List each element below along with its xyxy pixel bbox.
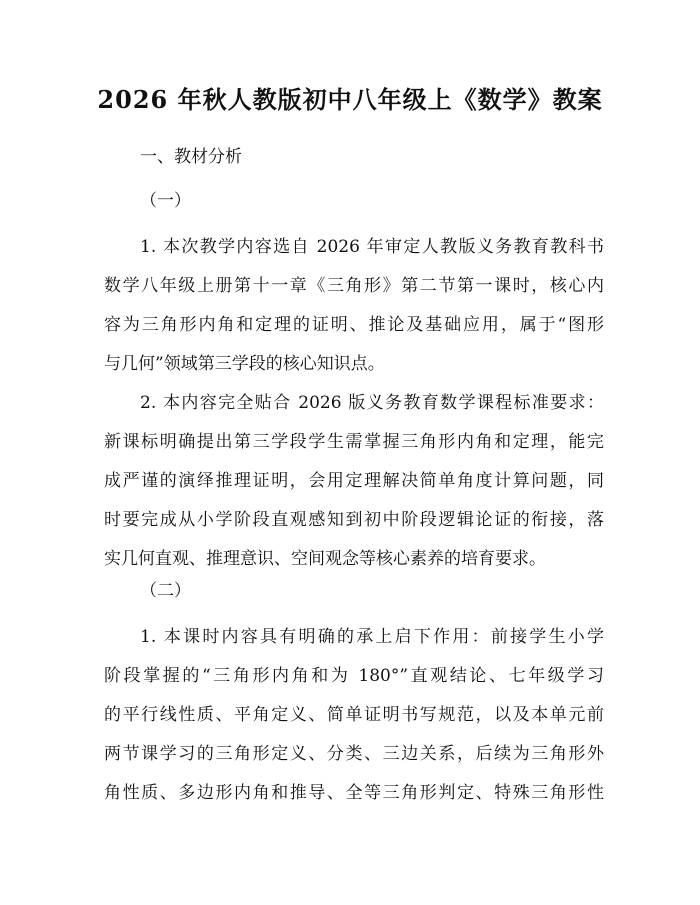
paragraph-line: 新课标明确提出第三学段学生需掌握三角形内角和定理，能完 bbox=[104, 432, 604, 452]
paragraph-line: 2. 本内容完全贴合 2026 版义务教育数学课程标准要求： bbox=[140, 393, 604, 413]
paragraph-3 bbox=[104, 618, 604, 813]
paragraph-line: 的平行线性质、平角定义、简单证明书写规范，以及本单元前 bbox=[104, 705, 604, 725]
subsection-heading-1: （一） bbox=[140, 191, 191, 211]
paragraph-line: 1. 本课时内容具有明确的承上启下作用：前接学生小学 bbox=[140, 627, 604, 647]
paragraph-line: 角性质、多边形内角和推导、全等三角形判定、特殊三角形性 bbox=[104, 783, 604, 803]
paragraph-1 bbox=[104, 228, 604, 384]
paragraph-line: 与几何”领域第三学段的核心知识点。 bbox=[104, 354, 385, 374]
paragraph-line: 阶段掌握的“三角形内角和为 180°”直观结论、七年级学习 bbox=[104, 666, 604, 686]
paragraph-line: 容为三角形内角和定理的证明、推论及基础应用，属于“图形 bbox=[104, 315, 604, 335]
paragraph-line: 数学八年级上册第十一章《三角形》第二节第一课时，核心内 bbox=[104, 276, 604, 296]
section-heading-textbook-analysis: 一、教材分析 bbox=[140, 147, 242, 167]
paragraph-line: 时要完成从小学阶段直观感知到初中阶段逻辑论证的衔接，落 bbox=[104, 510, 604, 530]
paragraph-2 bbox=[104, 384, 604, 579]
paragraph-line: 1. 本次教学内容选自 2026 年审定人教版义务教育教科书 bbox=[140, 237, 604, 257]
subsection-heading-2: （二） bbox=[140, 581, 191, 601]
paragraph-line: 两节课学习的三角形定义、分类、三边关系，后续为三角形外 bbox=[104, 744, 604, 764]
paragraph-line: 实几何直观、推理意识、空间观念等核心素养的培育要求。 bbox=[104, 549, 546, 569]
paragraph-line: 成严谨的演绎推理证明，会用定理解决简单角度计算问题，同 bbox=[104, 471, 604, 491]
document-title: 2026 年秋人教版初中八年级上《数学》教案 bbox=[97, 85, 603, 114]
